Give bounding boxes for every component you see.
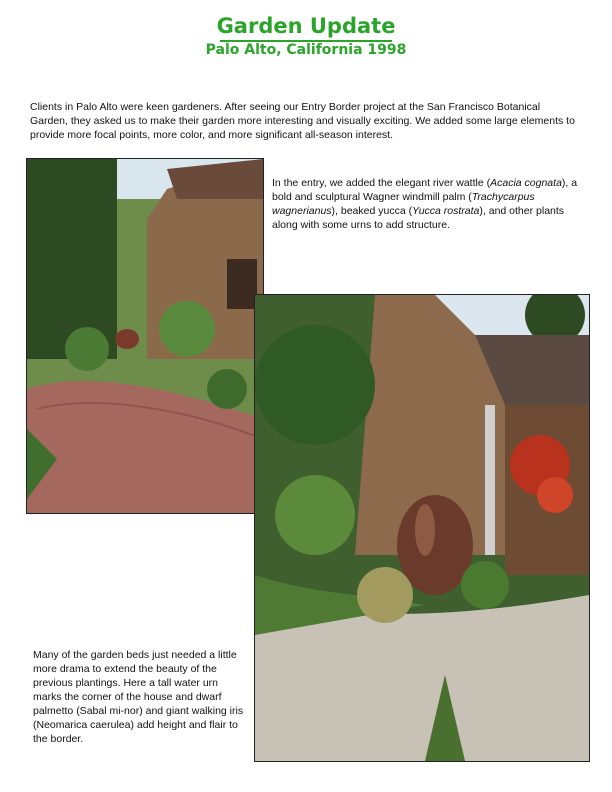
entry-garden-photo [26,158,264,514]
trachycarpus-name: Trachycarpus wagnerianus [272,191,535,217]
acacia-name: Acacia cognata [490,177,562,189]
page-title: Garden Update [216,14,396,38]
page-subtitle: Palo Alto, California 1998 [205,42,407,58]
urn-border-photo [254,294,590,762]
drama-paragraph: Many of the garden beds just needed a little more drama to extend the beauty of the previous plantings. Here a tall water urn marks the corner of the house and dwarf palmetto (Sabal mi-nor) and giant walking iris (Neomarica caerulea) add height and flair to the border. [33,649,244,745]
yucca-name: Yucca rostrata [412,205,480,217]
intro-paragraph: Clients in Palo Alto were keen gardeners. After seeing our Entry Border project at the San Francisco Botanical Garden, they asked us to make their garden more interesting and visually exciting. We added some large elements to provide more focal points, more color, and more significant all-season interest. [30,101,575,141]
entry-paragraph: In the entry, we added the elegant river wattle (Acacia cognata), a bold and sculptural Wagner windmill palm (Trachycarpus wagnerianus), beaked yucca (Yucca rostrata), and other plants along with some urns to add structure. [272,177,578,231]
